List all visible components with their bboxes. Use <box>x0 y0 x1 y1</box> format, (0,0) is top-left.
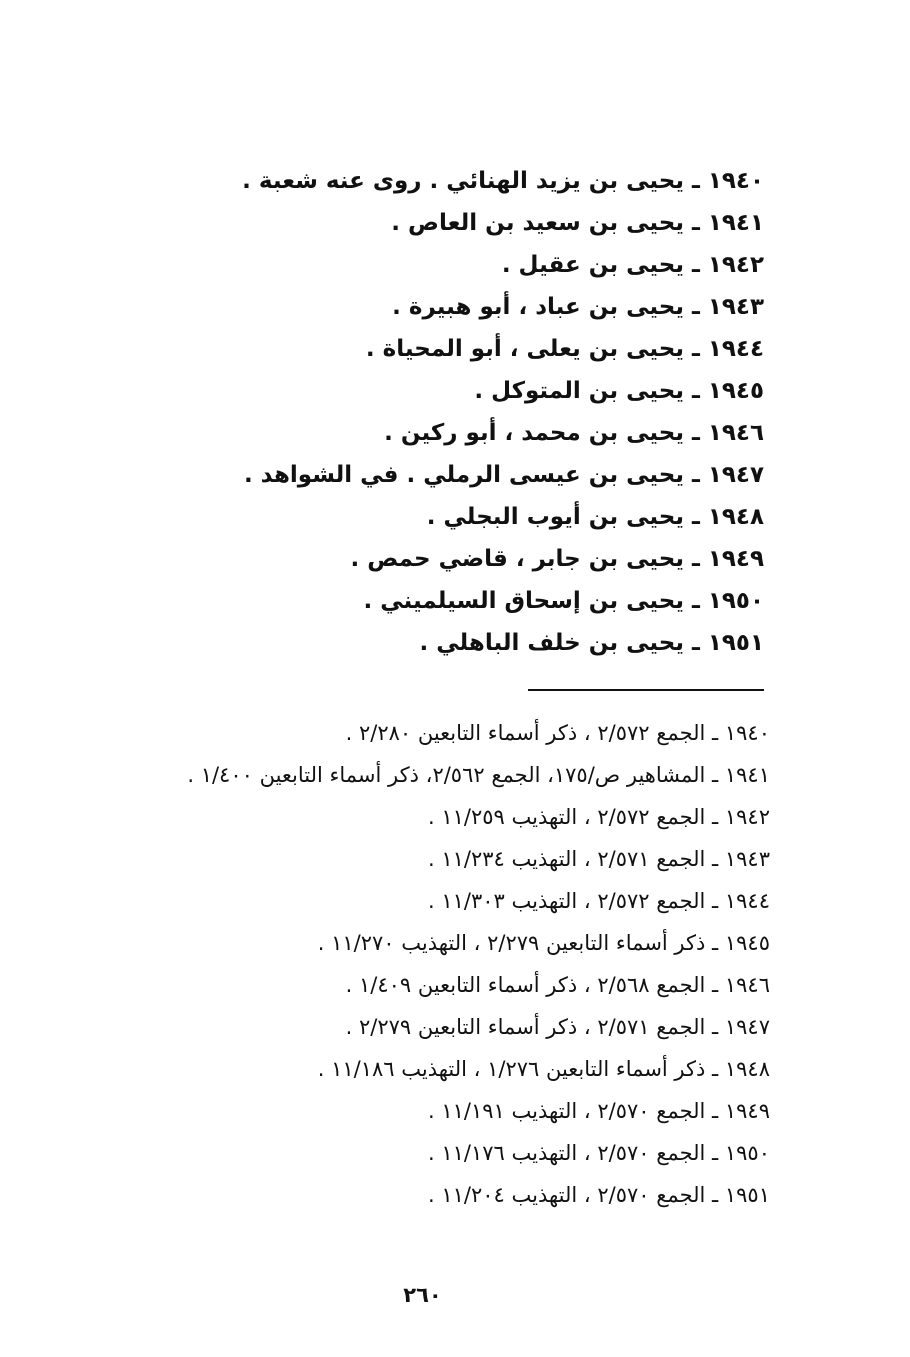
footnote-1943: ١٩٤٣ ـ الجمع ٢/٥٧١ ، التهذيب ١١/٢٣٤ . <box>427 847 770 871</box>
footnote-1941: ١٩٤١ ـ المشاهير ص/١٧٥، الجمع ٢/٥٦٢، ذكر أسماء التابعين ١/٤٠٠ . <box>187 763 770 787</box>
entry-1948: ١٩٤٨ ـ يحيى بن أيوب البجلي . <box>426 504 764 530</box>
entry-1951: ١٩٥١ ـ يحيى بن خلف الباهلي . <box>419 630 764 656</box>
entry-1942: ١٩٤٢ ـ يحيى بن عقيل . <box>501 252 764 278</box>
entry-1941: ١٩٤١ ـ يحيى بن سعيد بن العاص . <box>391 210 764 236</box>
footnotes-list <box>70 712 770 1216</box>
entry-1944: ١٩٤٤ ـ يحيى بن يعلى ، أبو المحياة . <box>365 336 764 362</box>
footnote-1947: ١٩٤٧ ـ الجمع ٢/٥٧١ ، ذكر أسماء التابعين ٢/٢٧٩ . <box>345 1015 770 1039</box>
entry-1947: ١٩٤٧ ـ يحيى بن عيسى الرملي . في الشواهد . <box>243 462 764 488</box>
footnote-separator-rule <box>528 689 764 691</box>
footnote-1945: ١٩٤٥ ـ ذكر أسماء التابعين ٢/٢٧٩ ، التهذيب ١١/٢٧٠ . <box>317 931 770 955</box>
entry-1940: ١٩٤٠ ـ يحيى بن يزيد الهنائي . روى عنه شعبة . <box>242 168 764 194</box>
page-number: ٢٦٠ <box>403 1283 442 1307</box>
footnote-1951: ١٩٥١ ـ الجمع ٢/٥٧٠ ، التهذيب ١١/٢٠٤ . <box>427 1183 770 1207</box>
narrator-entries-list <box>144 160 764 664</box>
entry-1949: ١٩٤٩ ـ يحيى بن جابر ، قاضي حمص . <box>350 546 764 572</box>
entry-1950: ١٩٥٠ ـ يحيى بن إسحاق السيلميني . <box>363 588 764 614</box>
entry-1943: ١٩٤٣ ـ يحيى بن عباد ، أبو هبيرة . <box>392 294 764 320</box>
entry-1945: ١٩٤٥ ـ يحيى بن المتوكل . <box>474 378 764 404</box>
footnote-1948: ١٩٤٨ ـ ذكر أسماء التابعين ١/٢٧٦ ، التهذيب ١١/١٨٦ . <box>317 1057 770 1081</box>
footnote-1950: ١٩٥٠ ـ الجمع ٢/٥٧٠ ، التهذيب ١١/١٧٦ . <box>427 1141 770 1165</box>
footnote-1949: ١٩٤٩ ـ الجمع ٢/٥٧٠ ، التهذيب ١١/١٩١ . <box>427 1099 770 1123</box>
footnote-1940: ١٩٤٠ ـ الجمع ٢/٥٧٢ ، ذكر أسماء التابعين ٢/٢٨٠ . <box>345 721 770 745</box>
footnote-1942: ١٩٤٢ ـ الجمع ٢/٥٧٢ ، التهذيب ١١/٢٥٩ . <box>427 805 770 829</box>
footnote-1944: ١٩٤٤ ـ الجمع ٢/٥٧٢ ، التهذيب ١١/٣٠٣ . <box>427 889 770 913</box>
entry-1946: ١٩٤٦ ـ يحيى بن محمد ، أبو ركين . <box>384 420 764 446</box>
footnote-1946: ١٩٤٦ ـ الجمع ٢/٥٦٨ ، ذكر أسماء التابعين ١/٤٠٩ . <box>345 973 770 997</box>
